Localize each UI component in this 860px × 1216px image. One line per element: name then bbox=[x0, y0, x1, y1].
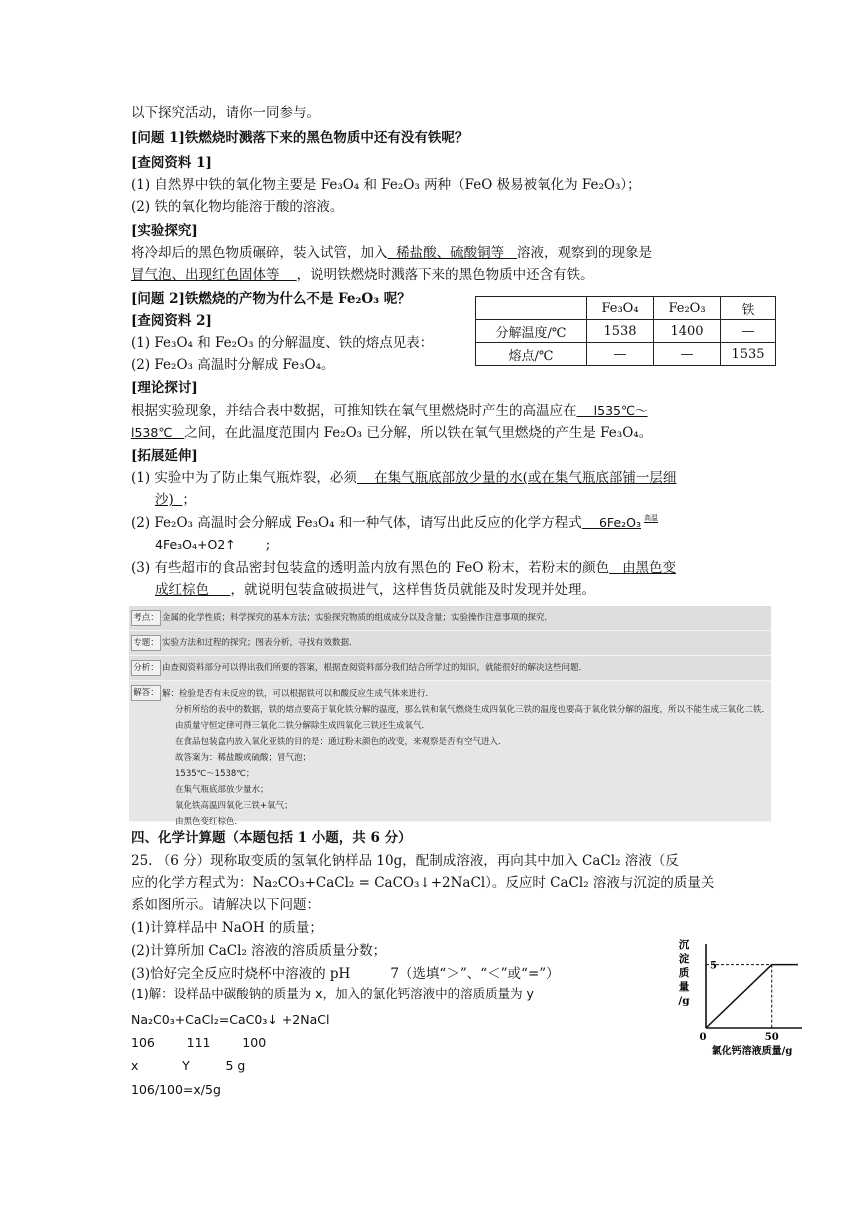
experiment-line-2 bbox=[131, 265, 594, 285]
answer-blank-reagent: 稀盐酸、硫酸铜等 bbox=[396, 245, 505, 261]
analysis-row-jieda bbox=[129, 681, 771, 827]
y-tick-label: 5 bbox=[710, 960, 717, 972]
table-cell bbox=[476, 297, 587, 320]
theory-conclusion: 之间，在此温度范围内 Fe₂O₃ 已分解，所以铁在氧气里燃烧的产生是 Fe₃O₄。 bbox=[184, 425, 653, 441]
problem-25-line-1: 25. （6 分）现称取变质的氢氧化钠样品 10g，配制成溶液，再向其中加入 CaCl₂ 溶液（反 bbox=[131, 853, 679, 869]
reference-1-item-2: (2) 铁的氧化物均能溶于酸的溶液。 bbox=[131, 199, 344, 215]
answer-blank-temperature: l535℃～ bbox=[593, 403, 648, 418]
analysis-panel bbox=[129, 606, 771, 827]
fenxi-text: 由查阅资料部分可以得出我们所要的答案，根据查阅资料部分我们结合所学过的知识，就能很好的解决这些问题． bbox=[162, 663, 588, 673]
y-axis-label: 沉 bbox=[678, 939, 690, 951]
question-1: [问题 1]铁燃烧时溅落下来的黑色物质中还有没有铁呢？ bbox=[131, 130, 469, 146]
theory-line-1 bbox=[131, 401, 648, 421]
jieda-line: 由质量守恒定律可得三氧化二铁分解除生成四氧化三铁还生成氧气． bbox=[175, 721, 431, 731]
extension-item-1-cont: 沙) ； bbox=[155, 492, 196, 508]
x-tick-label: 0 bbox=[699, 1032, 707, 1043]
jieda-line: 由黑色变红棕色． bbox=[175, 817, 244, 827]
answer-blank-temperature-end: l538℃ bbox=[131, 425, 173, 440]
table-cell: — bbox=[654, 343, 721, 366]
x-axis-label: 氯化钙溶液质量/g bbox=[711, 1046, 793, 1057]
kaodian-text: 金属的化学性质；科学探究的基本方法；实验探究物质的组成成分以及含量；实验操作注意事项的探究． bbox=[162, 613, 554, 623]
table-header-row bbox=[476, 297, 776, 320]
extension-item-1: (1) 实验中为了防止集气瓶炸裂，必须 在集气瓶底部放少量的水(或在集气瓶底部铺一层细 bbox=[131, 470, 677, 486]
answer-blank-equation: 6Fe₂O₃ bbox=[598, 515, 641, 530]
answer-proportion: 106/100=x/5g bbox=[131, 1082, 221, 1097]
table-cell: — bbox=[721, 320, 776, 343]
answer-line-1: (1)解：设样品中碳酸钠的质量为 x，加入的氯化钙溶液中的溶质质量为 y bbox=[131, 986, 534, 1001]
y-axis-label: /g bbox=[678, 995, 690, 1007]
answer-molar-mass: 106 111 100 bbox=[131, 1035, 267, 1050]
table-row bbox=[476, 343, 776, 366]
precipitate-graph bbox=[670, 936, 820, 1060]
reference-2-item-1: (1) Fe₃O₄ 和 Fe₂O₃ 的分解温度、铁的熔点见表： bbox=[131, 335, 434, 351]
jieda-line: 在集气瓶底部放少量水； bbox=[175, 785, 269, 795]
table-cell: 1538 bbox=[587, 320, 654, 343]
analysis-row-zhuanti bbox=[129, 631, 771, 656]
theory-heading: [理论探讨] bbox=[131, 380, 198, 396]
theory-text: 根据实验现象，并结合表中数据，可推知铁在氧气里燃烧时产生的高温应在 bbox=[131, 403, 577, 419]
analysis-row-fenxi bbox=[129, 656, 771, 681]
x-tick-label: 50 bbox=[764, 1032, 779, 1043]
answer-blank-phenomenon: 冒气泡、出现红色固体等 bbox=[131, 267, 280, 283]
sub-question-3: (3)恰好完全反应时烧杯中溶液的 pH 7（选填“＞”、“＜”或“=”） bbox=[131, 966, 560, 982]
jieda-line: 分析所给的表中的数据，铁的熔点要高于氧化铁分解的温度，那么铁和氧气燃烧生成四氧化三铁的温度也要高于氧化铁分解的温度，所以不能生成三氧化二铁． bbox=[175, 705, 771, 715]
table-cell: — bbox=[587, 343, 654, 366]
reference-1-heading: [查阅资料 1] bbox=[131, 155, 212, 171]
sub-question-1: (1)计算样品中 NaOH 的质量； bbox=[131, 920, 323, 936]
y-axis-label: 淀 bbox=[678, 953, 690, 965]
y-axis-label: 量 bbox=[678, 981, 690, 993]
experiment-conclusion: ，说明铁燃烧时溅落下来的黑色物质中还含有铁。 bbox=[296, 267, 594, 283]
table-cell: 1535 bbox=[721, 343, 776, 366]
experiment-heading: [实验探究] bbox=[131, 223, 198, 239]
extension-item-3: (3) 有些超市的食品密封包装盒的透明盖内放有黑色的 FeO 粉末，若粉末的颜色 由黑色变 bbox=[131, 560, 677, 576]
jieda-line: 氧化铁高温四氧化三铁+氧气； bbox=[175, 801, 293, 811]
table-cell: 熔点/℃ bbox=[476, 343, 587, 366]
jieda-line: 故答案为：稀盐酸或硫酸；冒气泡； bbox=[175, 753, 312, 763]
y-axis-label: 质 bbox=[678, 967, 690, 979]
problem-25-line-2: 应的化学方程式为：Na₂CO₃+CaCl₂ = CaCO₃↓+2NaCl）。反应时 CaCl₂ 溶液与沉淀的质量关 bbox=[131, 875, 715, 891]
table-cell: 铁 bbox=[721, 297, 776, 320]
reference-2-item-2: (2) Fe₂O₃ 高温时分解成 Fe₃O₄。 bbox=[131, 357, 335, 373]
zhuanti-text: 实验方法和过程的探究；图表分析，寻找有效数据． bbox=[162, 638, 358, 648]
intro-line: 以下探究活动，请你一同参与。 bbox=[131, 105, 320, 121]
problem-25-line-3: 系如图所示。请解决以下问题： bbox=[131, 897, 320, 913]
section-4-heading: 四、化学计算题（本题包括 1 小题，共 6 分） bbox=[131, 830, 412, 846]
table-cell: 1400 bbox=[654, 320, 721, 343]
theory-line-2 bbox=[131, 423, 652, 443]
jieda-line: 在食品包装盒内放入氧化亚铁的目的是：通过粉末颜色的改变，来观察是否有空气进入． bbox=[175, 737, 507, 747]
precipitate-line bbox=[706, 965, 798, 1028]
tag-jieda: 解答： bbox=[131, 685, 161, 701]
extension-heading: [拓展延伸] bbox=[131, 448, 198, 464]
tag-zhuanti: 专题： bbox=[131, 635, 161, 651]
answer-equation: Na₂C0₃+CaCl₂=CaC0₃↓ +2NaCl bbox=[131, 1012, 330, 1027]
jieda-line: 解：检验是否有未反应的铁，可以根据铁可以和酸反应生成气体来进行． bbox=[162, 689, 435, 699]
table-row bbox=[476, 320, 776, 343]
experiment-text: 将冷却后的黑色物质碾碎，装入试管，加入 bbox=[131, 245, 388, 261]
sub-question-2: (2)计算所加 CaCl₂ 溶液的溶质质量分数； bbox=[131, 943, 387, 959]
table-cell: 分解温度/℃ bbox=[476, 320, 587, 343]
extension-item-2-cont: 4Fe₃O₄+O2↑ ; bbox=[155, 537, 271, 553]
experiment-line-1 bbox=[131, 243, 666, 263]
tag-kaodian: 考点： bbox=[131, 610, 161, 626]
reference-2-heading: [查阅资料 2] bbox=[131, 313, 212, 329]
table-cell: Fe₃O₄ bbox=[587, 297, 654, 320]
tag-fenxi: 分析： bbox=[131, 660, 161, 676]
extension-item-3-cont: 成红棕色 ，就说明包装盒破损进气，这样售货员就能及时发现并处理。 bbox=[155, 582, 595, 598]
question-2: [问题 2]铁燃烧的产物为什么不是 Fe₂O₃ 呢？ bbox=[131, 291, 411, 307]
table-cell: Fe₂O₃ bbox=[654, 297, 721, 320]
analysis-row-kaodian bbox=[129, 606, 771, 631]
jieda-line: 1535℃～1538℃； bbox=[175, 769, 255, 779]
extension-item-2: (2) Fe₂O₃ 高温时会分解成 Fe₃O₄ 和一种气体，请写出此反应的化学方程式 6Fe₂O₃ $^{高温}$ bbox=[131, 514, 658, 531]
reference-1-item-1: (1) 自然界中铁的氧化物主要是 Fe₃O₄ 和 Fe₂O₃ 两种（FeO 极易被氧化为 Fe₂O₃）； bbox=[131, 177, 641, 193]
temperature-table bbox=[475, 296, 776, 366]
answer-blank-color: 由黑色变 bbox=[622, 560, 677, 576]
reaction-condition: 高温 bbox=[644, 514, 658, 522]
answer-blank-prevent-crack: 在集气瓶底部放少量的水(或在集气瓶底部铺一层细 bbox=[374, 470, 677, 486]
answer-variables: x Y 5 g bbox=[131, 1058, 246, 1073]
experiment-text: 溶液，观察到的现象是 bbox=[516, 245, 652, 261]
